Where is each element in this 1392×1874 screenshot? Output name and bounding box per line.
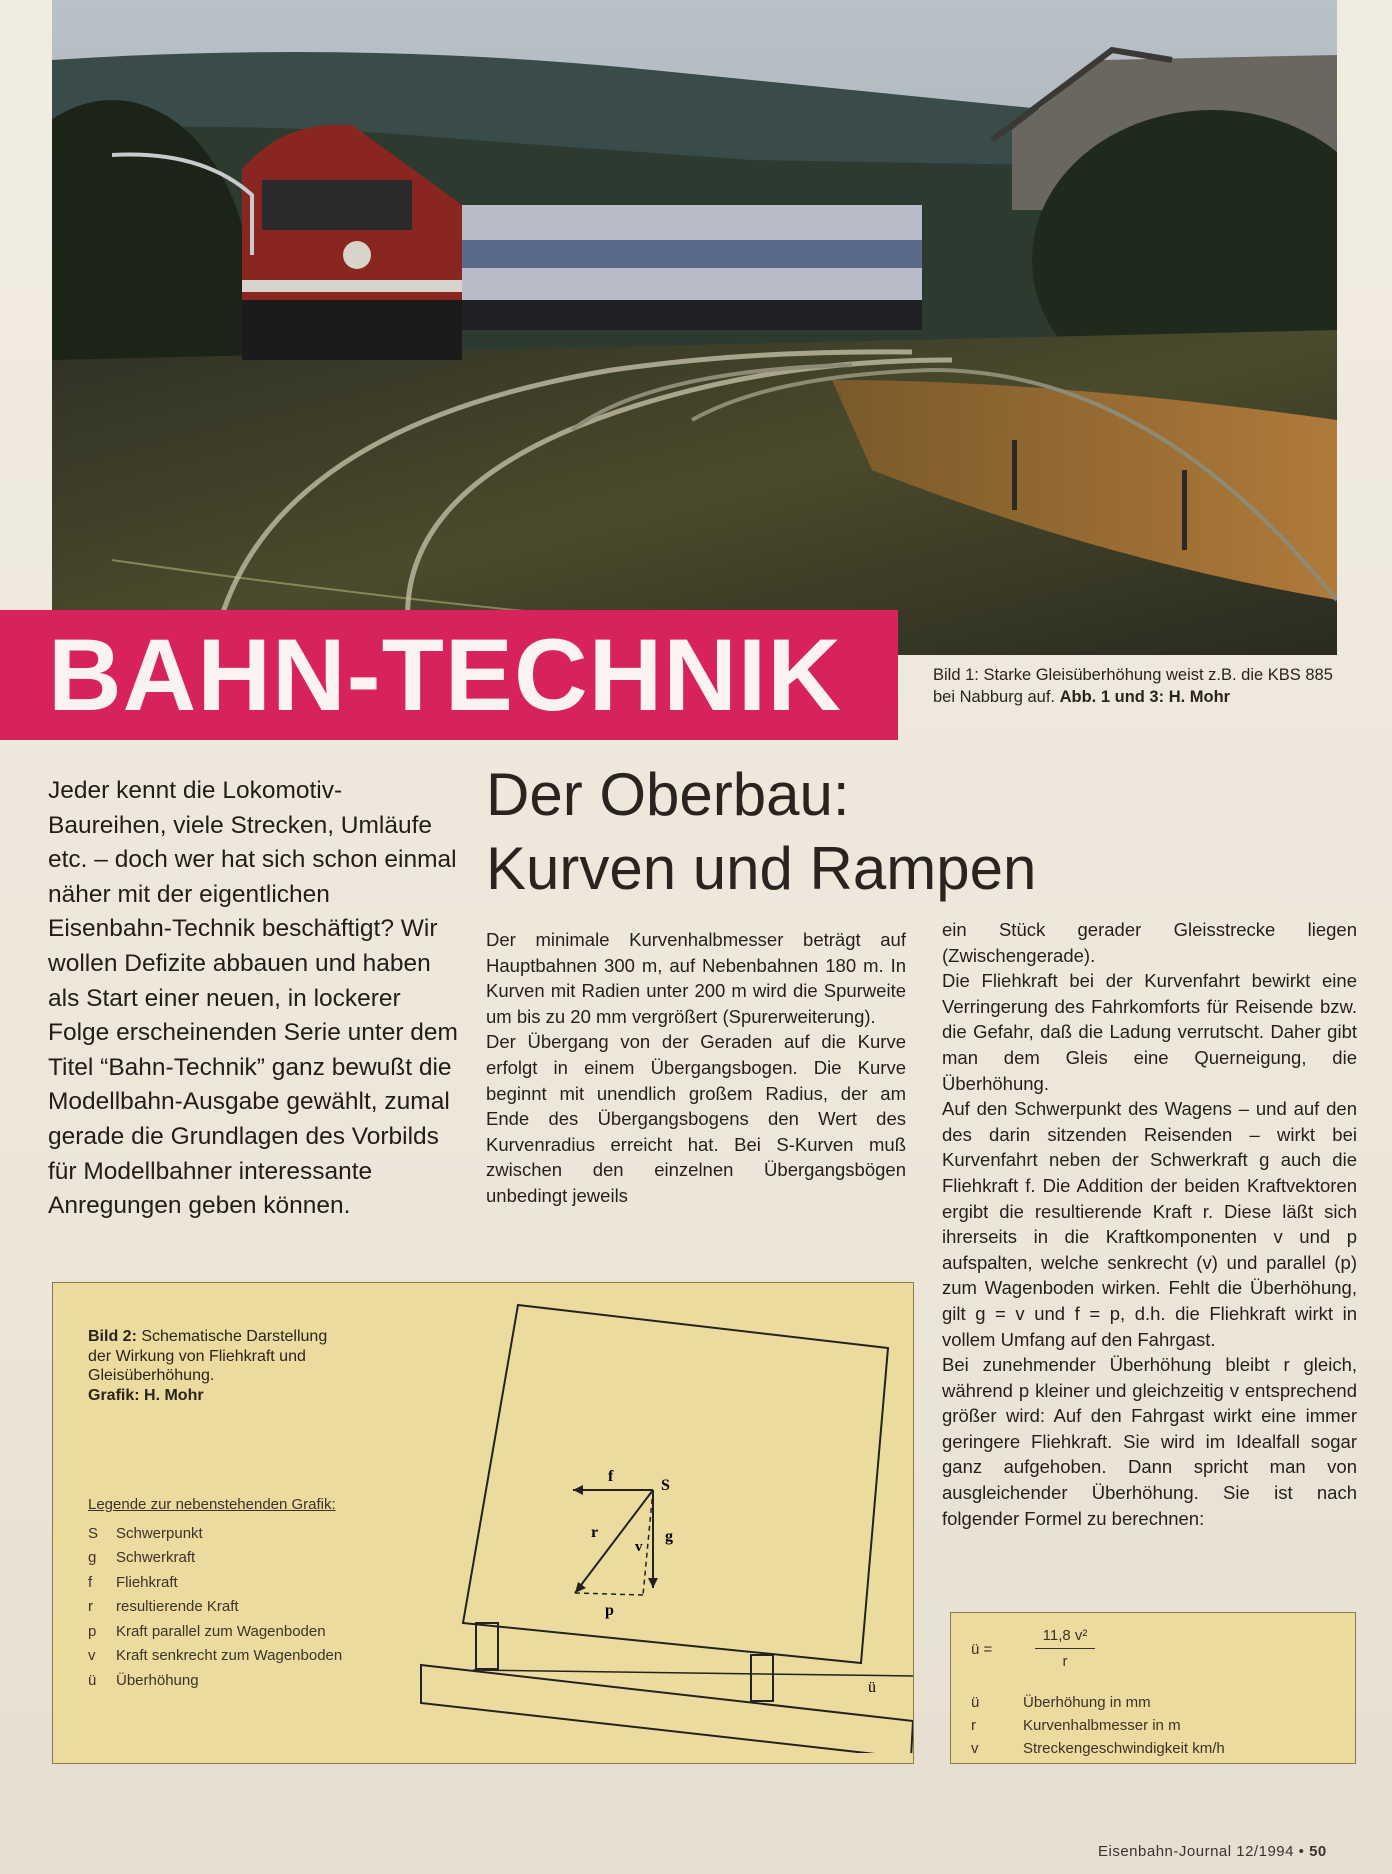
legend-item [88,1571,378,1596]
legend-text: Fliehkraft [116,1573,178,1591]
body-paragraph: Der Übergang von der Geraden auf die Kurve erfolgt in einem Übergangsbogen. Die Kurve beginnt mit unendlich großem Radius, der am Ende des Übergangsbogens den Wert des Kurvenradius erreicht hat. Bei S-Kurven muß zwischen den einzelnen Übergangsbögen unbedingt jeweils [486,1031,906,1206]
headline-line-1: Der Oberbau: [486,761,850,828]
train-photo [52,0,1337,655]
legend-symbol: g [88,1549,97,1566]
definition-symbol: v [971,1740,979,1757]
legend-item [88,1669,378,1694]
definition-text: Überhöhung in mm [1023,1694,1151,1711]
figure-2-text: Schematische Darstellung der Wirkung von Fliehkraft und Gleisüberhöhung. [88,1328,328,1384]
legend-symbol: v [88,1647,96,1664]
page-number: 50 [1309,1843,1327,1860]
legend-symbol: f [88,1573,93,1591]
formula-definitions [971,1691,1341,1760]
force-diagram [413,1293,913,1753]
legend-text: Kraft parallel zum Wagenboden [116,1622,326,1640]
legend-text: Schwerpunkt [116,1524,203,1542]
intro-paragraph: Jeder kennt die Lokomotiv-Baureihen, viele Strecken, Umläufe etc. – doch wer hat sich schon einmal näher mit der eigentlichen Eisenbahn-Technik beschäftigt? Wir wollen Defizite abbauen und haben als Start einer neuen, in lockerer Folge erscheinenden Serie unter dem Titel “Bahn-Technik” ganz bewußt die Modellbahn-Ausgabe gewählt, zumal gerade die Grundlagen des Vorbilds für Modellbahner interessante Anregungen geben können. [48,777,458,1220]
train-photo-illustration [52,0,1337,655]
formula-lhs: ü = [971,1641,993,1658]
arrowhead-f [573,1485,583,1495]
formula-numerator: 11,8 v² [1035,1627,1095,1649]
label-p: p [605,1602,614,1619]
legend-item [88,1595,378,1620]
legend-symbol: r [88,1598,93,1615]
horizontal-reference-line [473,1670,913,1676]
section-banner [0,610,898,740]
legend-symbol: p [88,1622,97,1640]
legend-text: Schwerkraft [116,1549,196,1566]
label-r: r [591,1524,599,1541]
legend-text: Kraft senkrecht zum Wagenboden [116,1647,343,1664]
formula-definition [971,1691,1341,1714]
definition-symbol: ü [971,1694,980,1711]
legend-item [88,1620,378,1645]
caption-label: Bild 1: [933,666,979,684]
body-column-left [486,927,906,1209]
legend-title: Legende zur nebenstehenden Grafik: [88,1496,336,1513]
arrowhead-g [648,1578,658,1588]
headline-line-2: Kurven und Rampen [486,835,1037,902]
caption-credit: Abb. 1 und 3: H. Mohr [1059,688,1231,706]
photo-caption [933,664,1353,708]
body-paragraph: ein Stück gerader Gleisstrecke liegen (Zwischengerade). [942,919,1357,966]
arrowhead-r [575,1582,586,1593]
legend-text: resultierende Kraft [116,1598,239,1615]
banner-title: BAHN-TECHNIK [48,618,842,732]
formula-denominator: r [1062,1653,1068,1670]
article-headline [486,758,1186,906]
formula-box [950,1612,1356,1764]
figure-2-caption [88,1327,348,1405]
label-g: g [665,1528,673,1545]
body-paragraph: Auf den Schwerpunkt des Wagens – und auf den des darin sitzenden Reisenden – wirkt bei Kurvenfahrt neben der Schwerkraft g auch die Fliehkraft f. Die Addition der beiden Kraftvektoren ergibt die resultierende Kraft r. Diese läßt sich ihrerseits in die Kraftkomponenten v und p aufspalten, welche senkrecht (v) und parallel (p) zum Wagenboden wirken. Fehlt die Überhöhung, gilt g = v und f = p, d.h. die Fliehkraft wirkt in vollem Umfang auf den Fahrgast. [942,1098,1357,1350]
track-bed [421,1665,913,1753]
wagon-body [463,1305,888,1663]
caption-text: Starke Gleisüberhöhung weist z.B. die KBS 885 bei Nabburg auf. [933,666,1333,706]
label-f: f [608,1468,614,1485]
legend-symbol: S [88,1524,99,1542]
footer-journal: Eisenbahn-Journal 12/1994 [1098,1843,1294,1860]
figure-2-credit: Grafik: H. Mohr [88,1386,204,1404]
label-u: ü [868,1679,876,1696]
definition-symbol: r [971,1717,976,1734]
definition-text: Kurvenhalbmesser in m [1023,1717,1181,1734]
body-column-right [942,917,1357,1531]
bogie-left [476,1623,498,1669]
legend-symbol: ü [88,1671,97,1689]
label-s: S [661,1477,670,1494]
legend-item [88,1546,378,1571]
legend-text: Überhöhung [116,1671,199,1689]
formula-definition [971,1737,1341,1760]
bogie-right [751,1655,773,1701]
formula-fraction [1035,1627,1095,1670]
formula-definition [971,1714,1341,1737]
legend-item [88,1644,378,1669]
body-paragraph: Bei zunehmender Überhöhung bleibt r gleich, während p kleiner und gleichzeitig v entsprechend größer wird: Auf den Fahrgast wirkt eine immer geringere Fliehkraft. Sie wird im Idealfall sogar ganz aufgehoben. Dann spricht man von ausgleichender Überhöhung. Sie ist nach folgender Formel zu berechnen: [942,1354,1357,1529]
legend-item [88,1522,378,1547]
figure-2-box [52,1282,914,1764]
footer-separator: • [1298,1843,1305,1860]
label-v: v [635,1539,643,1555]
figure-2-legend [88,1493,378,1693]
body-paragraph: Der minimale Kurvenhalbmesser beträgt auf Hauptbahnen 300 m, auf Nebenbahnen 180 m. In Kurven mit Radien unter 200 m wird die Spurweite um bis zu 20 mm vergrößert (Spurerweiterung). [486,929,906,1027]
page-footer [1098,1843,1327,1860]
arrow-p [575,1593,643,1595]
body-paragraph: Die Fliehkraft bei der Kurvenfahrt bewirkt eine Verringerung des Fahrkomforts für Reisende bzw. die Gefahr, daß die Ladung verrutscht. Daher gibt man dem Gleis eine Querneigung, die Überhöhung. [942,970,1357,1094]
definition-text: Streckengeschwindigkeit km/h [1023,1740,1225,1757]
figure-2-label: Bild 2: [88,1328,137,1345]
